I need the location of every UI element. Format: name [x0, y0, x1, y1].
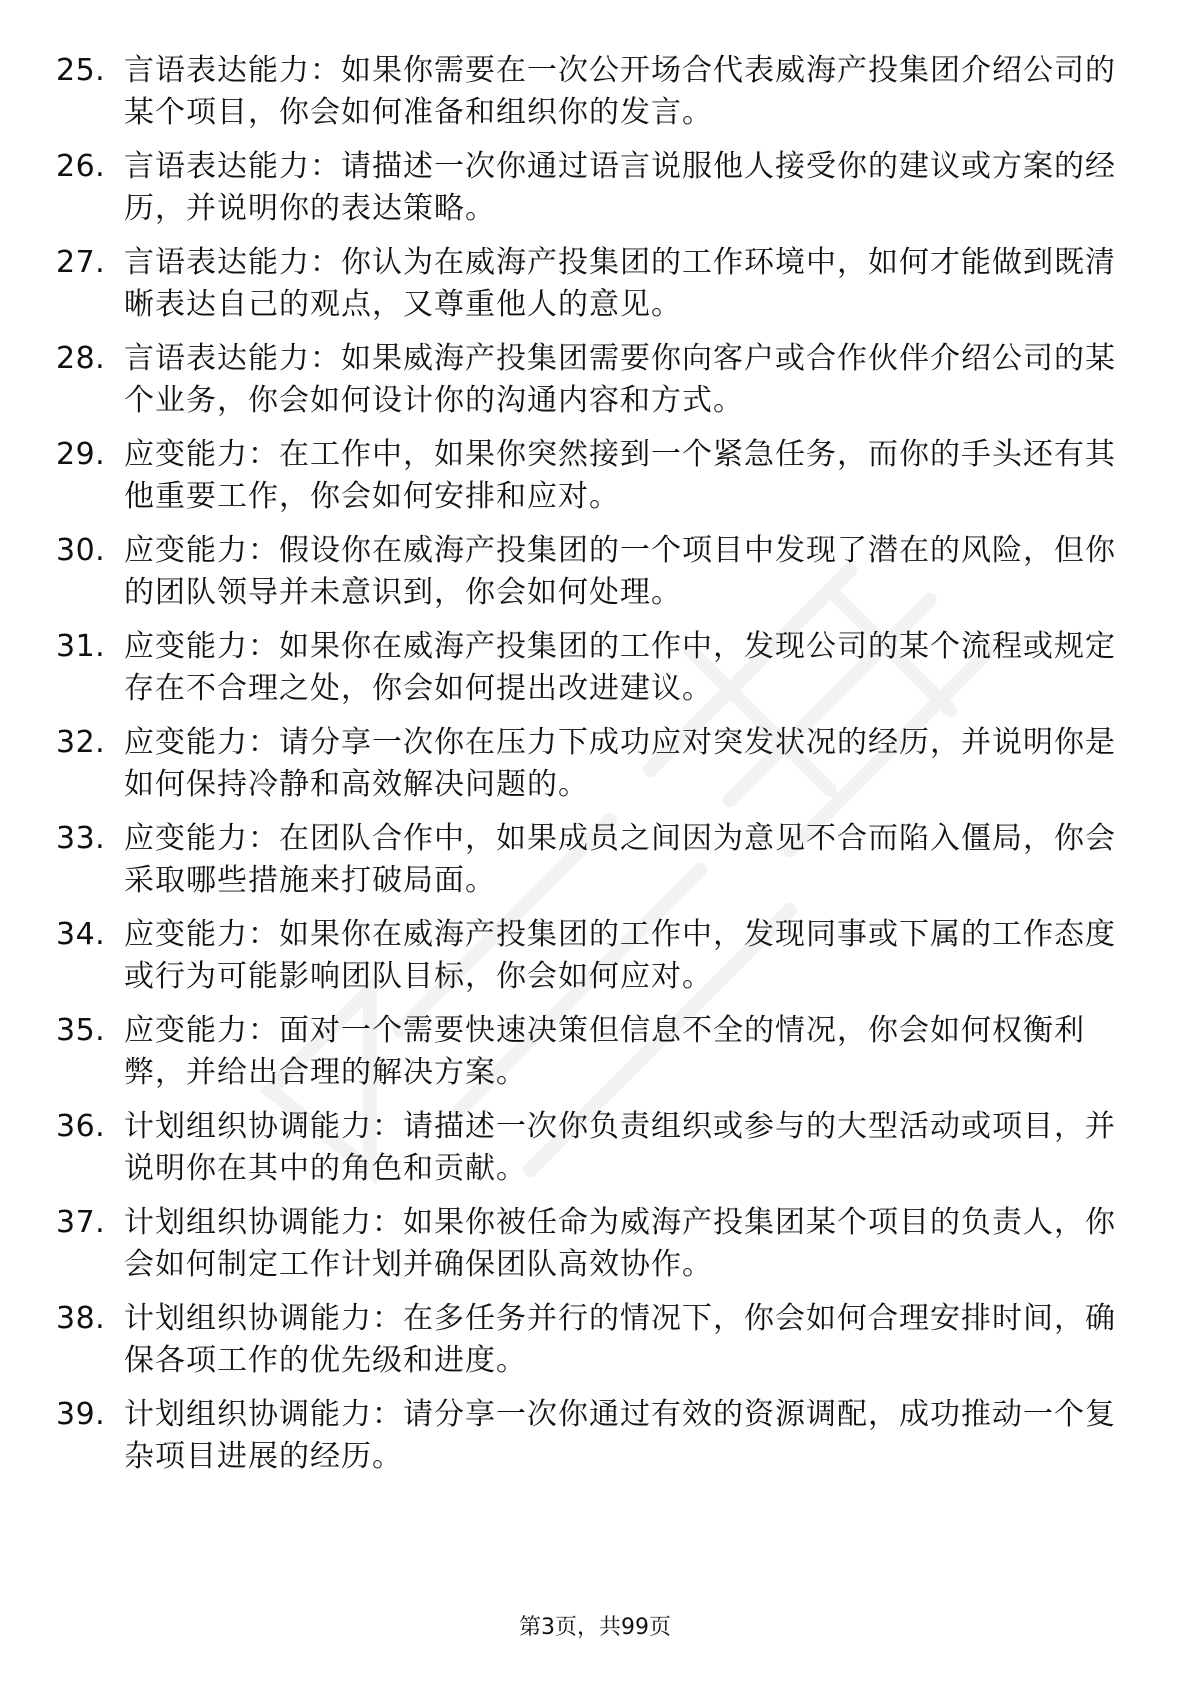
question-text: 计划组织协调能力：如果你被任命为威海产投集团某个项目的负责人，你会如何制定工作计划并确保团队高效协作。 [124, 1205, 1116, 1282]
question-item [56, 914, 1136, 1004]
question-text: 应变能力：假设你在威海产投集团的一个项目中发现了潜在的风险，但你的团队领导并未意识到，你会如何处理。 [124, 533, 1116, 610]
question-text: 言语表达能力：如果威海产投集团需要你向客户或合作伙伴介绍公司的某个业务，你会如何设计你的沟通内容和方式。 [124, 341, 1116, 418]
question-number: 32. [56, 725, 106, 760]
question-number: 33. [56, 821, 106, 856]
question-item [56, 722, 1136, 812]
question-text: 计划组织协调能力：请分享一次你通过有效的资源调配，成功推动一个复杂项目进展的经历。 [124, 1397, 1116, 1474]
question-number: 36. [56, 1109, 106, 1144]
question-number: 28. [56, 341, 106, 376]
question-item [56, 146, 1136, 236]
question-item [56, 1010, 1136, 1100]
question-item [56, 818, 1136, 908]
question-number: 29. [56, 437, 106, 472]
question-number: 31. [56, 629, 106, 664]
question-text: 应变能力：面对一个需要快速决策但信息不全的情况，你会如何权衡利弊，并给出合理的解决方案。 [124, 1013, 1085, 1090]
question-text: 应变能力：在团队合作中，如果成员之间因为意见不合而陷入僵局，你会采取哪些措施来打破局面。 [124, 821, 1116, 898]
question-item [56, 50, 1136, 140]
question-item [56, 1202, 1136, 1292]
question-item [56, 1106, 1136, 1196]
question-item [56, 242, 1136, 332]
page-footer: 第3页，共99页 [519, 1615, 671, 1640]
question-item [56, 1298, 1136, 1388]
question-number: 27. [56, 245, 106, 280]
question-text: 计划组织协调能力：在多任务并行的情况下，你会如何合理安排时间，确保各项工作的优先级和进度。 [124, 1301, 1116, 1378]
question-text: 计划组织协调能力：请描述一次你负责组织或参与的大型活动或项目，并说明你在其中的角色和贡献。 [124, 1109, 1116, 1186]
question-number: 25. [56, 53, 106, 88]
question-item [56, 626, 1136, 716]
question-number: 34. [56, 917, 106, 952]
question-number: 26. [56, 149, 106, 184]
question-item [56, 530, 1136, 620]
question-item [56, 338, 1136, 428]
question-text: 言语表达能力：请描述一次你通过语言说服他人接受你的建议或方案的经历，并说明你的表达策略。 [124, 149, 1116, 226]
question-number: 38. [56, 1301, 106, 1336]
question-number: 30. [56, 533, 106, 568]
question-text: 言语表达能力：如果你需要在一次公开场合代表威海产投集团介绍公司的某个项目，你会如何准备和组织你的发言。 [124, 53, 1116, 130]
question-text: 应变能力：请分享一次你在压力下成功应对突发状况的经历，并说明你是如何保持冷静和高效解决问题的。 [124, 725, 1116, 802]
question-text: 应变能力：如果你在威海产投集团的工作中，发现公司的某个流程或规定存在不合理之处，你会如何提出改进建议。 [124, 629, 1116, 706]
question-text: 应变能力：如果你在威海产投集团的工作中，发现同事或下属的工作态度或行为可能影响团队目标，你会如何应对。 [124, 917, 1116, 994]
question-number: 37. [56, 1205, 106, 1240]
question-item [56, 434, 1136, 524]
question-text: 言语表达能力：你认为在威海产投集团的工作环境中，如何才能做到既清晰表达自己的观点，又尊重他人的意见。 [124, 245, 1116, 322]
question-text: 应变能力：在工作中，如果你突然接到一个紧急任务，而你的手头还有其他重要工作，你会如何安排和应对。 [124, 437, 1116, 514]
question-number: 35. [56, 1013, 106, 1048]
question-item [56, 1394, 1136, 1484]
question-number: 39. [56, 1397, 106, 1432]
